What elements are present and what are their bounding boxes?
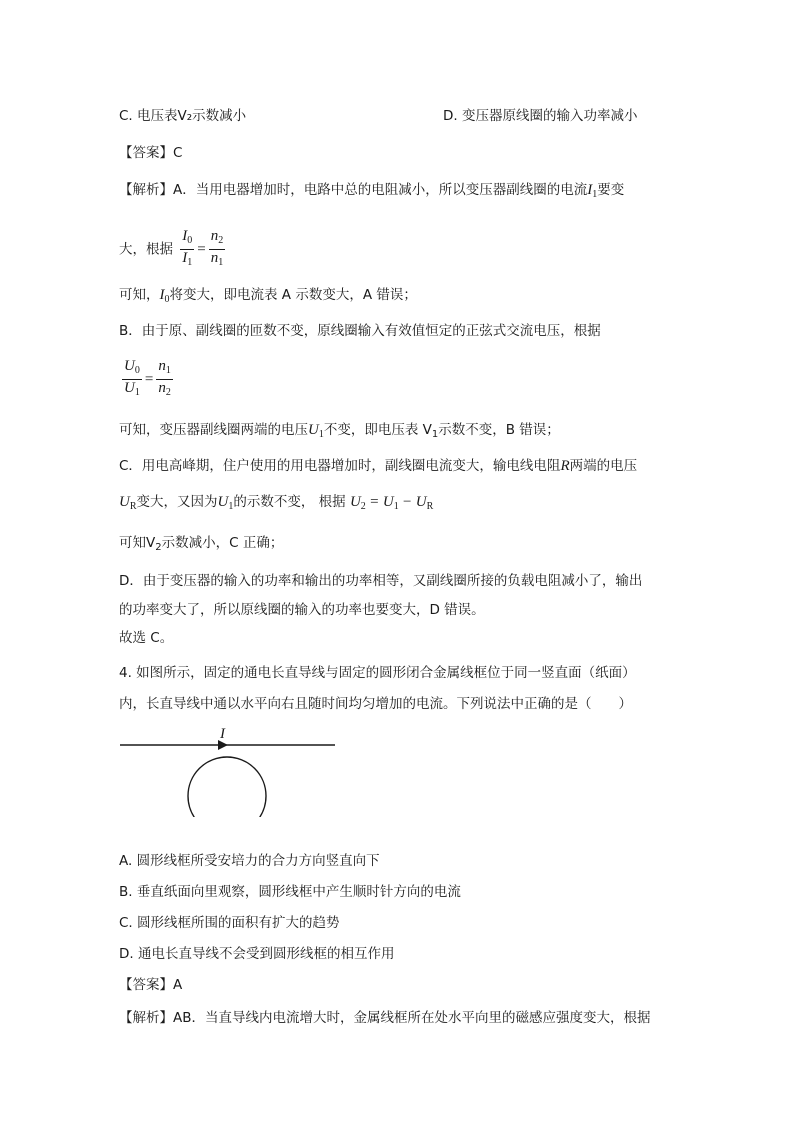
fraction-U0-U1: $\frac{U_0}{U_1}$ [124,358,140,398]
fraction-n1-n2: $\frac{n_1}{n_2}$ [158,358,171,398]
sub-2: 2 [155,542,162,553]
analysis-b-line-1: B．由于原、副线圈的匝数不变，原线圈输入有效值恒定的正弦式交流电压，根据 [119,323,601,339]
text: 示数减小，C 正确； [161,535,284,551]
answer-label: 【答案】C [119,145,183,161]
q4-answer: 【答案】A [119,977,183,993]
analysis-c-line-1 [119,456,637,476]
fraction-I0-I1: $\frac{I_0}{I_1}$ [182,228,193,268]
var-U1: $U_1$ [217,494,234,512]
var-U1: $U_1$ [308,422,324,440]
analysis-b-line-3 [119,420,560,445]
minus: − [403,494,412,510]
conclusion: 故选 C。 [119,630,174,646]
q4-option-d: D. 通电长直导线不会受到圆形线框的相互作用 [119,946,395,962]
analysis-c-line-2 [119,492,433,517]
equals: = [144,371,154,388]
q4-option-a: A. 圆形线框所受安培力的合力方向竖直向下 [119,853,380,869]
var-U1: $U_1$ [382,494,399,512]
var-I: $I_1$ [587,182,598,200]
current-label: I [220,726,225,742]
text: 变大，又因为 [136,494,218,510]
analysis-a-line-2 [119,228,228,271]
text: 【解析】A．当用电器增加时，电路中总的电阻减小，所以变压器副线圈的电流 [119,182,588,198]
q4-option-c: C. 圆形线框所围的面积有扩大的趋势 [119,915,340,931]
analysis-d-line-1: D．由于变压器的输入的功率和输出的功率相等，又副线圈所接的负载电阻减小了，输出 [119,573,643,589]
equation-U2: $U_2$ [349,494,366,512]
sub-1: 1 [431,429,439,440]
q4-option-b: B. 垂直纸面向里观察，圆形线框中产生顺时针方向的电流 [119,884,461,900]
fraction-n2-n1: $\frac{n_2}{n_1}$ [210,228,224,268]
equals: = [197,241,206,258]
var-I0: $I_0$ [159,287,170,305]
var-UR: $U_R$ [119,494,137,512]
analysis-d-line-2: 的功率变大了，所以原线圈的输入的功率也要变大，D 错误。 [119,602,485,618]
text: 不变，即电压表 V [323,422,432,438]
text: 可知，变压器副线圈两端的电压 [119,422,308,438]
text: 要变 [597,182,625,198]
option-c: C. 电压表V₂示数减小 [119,108,247,124]
wire-loop-diagram [115,722,345,817]
text: 可知， [119,287,160,303]
option-d: D. 变压器原线圈的输入功率减小 [443,108,638,124]
var-UR: $U_R$ [415,494,434,512]
analysis-b-line-2 [119,358,176,401]
var-R: R [560,458,570,474]
text: C．用电高峰期，住户使用的用电器增加时，副线圈电流变大，输电线电阻 [119,458,561,474]
q4-stem-line-1: 4. 如图所示，固定的通电长直导线与固定的圆形闭合金属线框位于同一竖直面（纸面） [119,665,636,681]
analysis-a-line-3 [119,285,417,310]
q4-stem-line-2: 内，长直导线中通以水平向右且随时间均匀增加的电流。下列说法中正确的是（ ） [119,696,632,712]
text: 两端的电压 [569,458,638,474]
text: 的示数不变， 根据 [233,494,346,510]
circular-loop [188,757,266,817]
text: 大，根据 [119,241,173,258]
equals: = [370,494,379,510]
text: 将变大，即电流表 A 示数变大，A 错误； [169,287,417,303]
analysis-c-line-3 [119,533,283,558]
q4-analysis-line-1: 【解析】AB．当直导线内电流增大时，金属线框所在处水平向里的磁感应强度变大，根据 [119,1010,651,1026]
analysis-a-line-1 [119,180,624,205]
text: 可知V [119,535,156,551]
text: 示数不变，B 错误； [438,422,560,438]
